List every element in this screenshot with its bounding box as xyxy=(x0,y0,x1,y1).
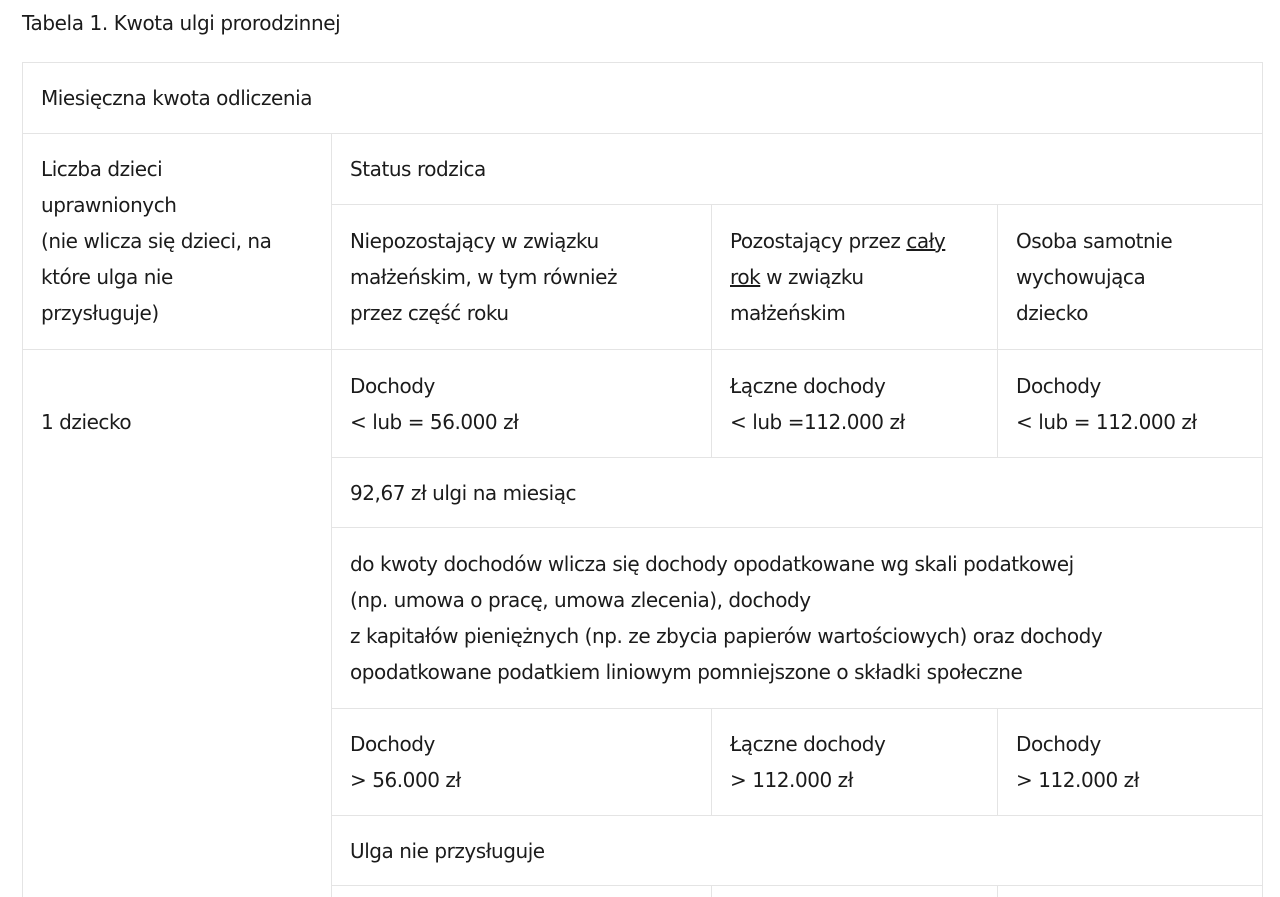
header-line: przysługuje) xyxy=(41,301,159,325)
status-line xyxy=(730,259,979,295)
children-count: 1 dziecko xyxy=(41,410,132,434)
status-line: małżeńskim xyxy=(730,301,846,325)
income-label: Łączne dochody xyxy=(730,373,886,398)
income-limit-cell xyxy=(998,350,1263,458)
status-married xyxy=(712,205,998,350)
header-line: Liczba dzieci xyxy=(41,157,163,181)
table-caption: Tabela 1. Kwota ulgi prorodzinnej xyxy=(22,11,341,35)
income-limit-cell xyxy=(712,350,998,458)
income-limit-row xyxy=(23,350,1263,458)
header-line: (nie wlicza się dzieci, na xyxy=(41,229,272,253)
relief-table xyxy=(22,62,1263,897)
status-text: Pozostający przez xyxy=(730,229,907,253)
status-line: dziecko xyxy=(1016,301,1089,325)
status-line: Niepozostający w związku xyxy=(350,229,599,253)
empty-cell xyxy=(998,886,1263,897)
income-over-cell xyxy=(712,709,998,816)
status-line: wychowująca xyxy=(1016,265,1146,289)
empty-cell xyxy=(332,886,712,897)
status-line: małżeńskim, w tym również xyxy=(350,265,618,289)
status-line: Osoba samotnie xyxy=(1016,229,1173,253)
note-line: opodatkowane podatkiem liniowym pomniejszone o składki społeczne xyxy=(350,660,1023,684)
status-single-parent xyxy=(998,205,1263,350)
header-line: które ulga nie xyxy=(41,265,173,289)
income-note-cell xyxy=(332,528,1263,709)
status-header xyxy=(332,134,1263,205)
status-text: w związku xyxy=(760,265,864,289)
income-value: > 56.000 zł xyxy=(350,768,461,792)
status-header-label: Status rodzica xyxy=(350,157,486,181)
no-relief-cell xyxy=(332,816,1263,886)
table-title-row xyxy=(23,63,1263,134)
income-value: > 112.000 zł xyxy=(1016,768,1139,792)
income-over-cell xyxy=(332,709,712,816)
status-unmarried xyxy=(332,205,712,350)
income-label: Dochody xyxy=(350,373,435,398)
table-title: Miesięczna kwota odliczenia xyxy=(41,86,312,110)
income-label: Łączne dochody xyxy=(730,732,886,756)
header-line: uprawnionych xyxy=(41,193,177,217)
income-over-cell xyxy=(998,709,1263,816)
empty-cell xyxy=(712,886,998,897)
income-value: < lub =112.000 zł xyxy=(730,409,905,434)
income-value: < lub = 56.000 zł xyxy=(350,409,519,434)
income-value: > 112.000 zł xyxy=(730,768,853,792)
income-limit-cell xyxy=(332,350,712,458)
income-label: Dochody xyxy=(1016,373,1101,398)
table-title-cell xyxy=(23,63,1263,134)
no-relief-text: Ulga nie przysługuje xyxy=(350,838,545,863)
relief-amount: 92,67 zł ulgi na miesiąc xyxy=(350,480,577,505)
income-value: < lub = 112.000 zł xyxy=(1016,409,1197,434)
note-line: do kwoty dochodów wlicza się dochody opodatkowane wg skali podatkowej xyxy=(350,552,1074,576)
income-label: Dochody xyxy=(1016,732,1101,756)
income-label: Dochody xyxy=(350,732,435,756)
children-count-header xyxy=(23,134,332,350)
status-line xyxy=(730,223,979,259)
relief-amount-cell xyxy=(332,458,1263,528)
status-line: przez część roku xyxy=(350,301,509,325)
note-line: z kapitałów pieniężnych (np. ze zbycia papierów wartościowych) oraz dochody xyxy=(350,624,1103,648)
children-count-cell xyxy=(23,350,332,897)
header-row xyxy=(23,134,1263,205)
status-underlined-text: cały xyxy=(906,229,946,253)
status-underlined-text: rok xyxy=(730,265,761,289)
note-line: (np. umowa o pracę, umowa zlecenia), dochody xyxy=(350,588,811,612)
